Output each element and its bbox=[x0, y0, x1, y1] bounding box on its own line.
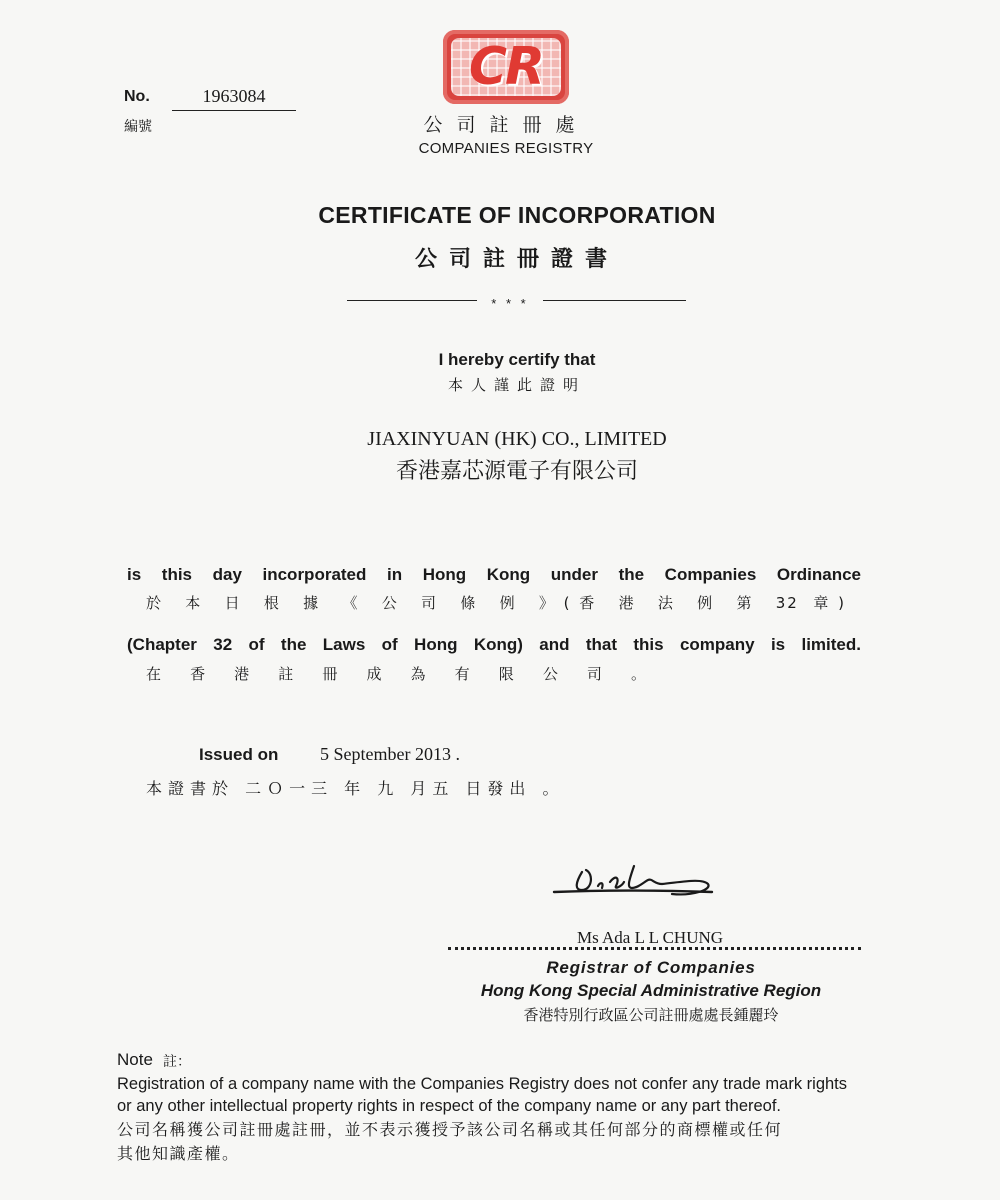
note-label-zh: 註： bbox=[163, 1054, 191, 1070]
incorporation-line-1: is this day incorporated in Hong Kong under the Companies Ordinance bbox=[127, 565, 861, 584]
issued-date: 5 September 2013 . bbox=[320, 744, 460, 764]
incorporation-line-1-zh: 於 本 日 根 據 《 公 司 條 例 》(香 港 法 例 第 32 章) bbox=[146, 594, 846, 612]
certify-statement: I hereby certify that bbox=[438, 350, 596, 369]
company-name-en: JIAXINYUAN (HK) CO., LIMITED bbox=[367, 428, 667, 450]
note-text-en-line-1: Registration of a company name with the Companies Registry does not confer any trade mark rights bbox=[117, 1075, 848, 1093]
registrar-region: Hong Kong Special Administrative Region bbox=[480, 981, 822, 1000]
issued-label: Issued on bbox=[199, 745, 279, 764]
registrar-title-zh: 香港特別行政區公司註冊處處長鍾麗玲 bbox=[523, 1006, 779, 1024]
divider-stars: * * * bbox=[491, 296, 529, 311]
certificate-title-zh: 公司註冊證書 bbox=[414, 247, 619, 272]
note-text-zh-line-1: 公司名稱獲公司註冊處註冊，並不表示獲授予該公司名稱或其任何部分的商標權或任何 bbox=[117, 1120, 783, 1139]
note-text-zh-line-2: 其他知識產權。 bbox=[117, 1144, 240, 1163]
registrar-signature bbox=[552, 852, 722, 908]
logo-text: CR bbox=[468, 37, 544, 97]
certify-statement-zh: 本人謹此證明 bbox=[447, 376, 586, 394]
note-text-en-line-2: or any other intellectual property rights in respect of the company name or any part thereof. bbox=[117, 1097, 782, 1115]
divider-left bbox=[347, 300, 477, 301]
certificate-number: 1963084 bbox=[172, 86, 296, 111]
registry-name-en: COMPANIES REGISTRY bbox=[418, 140, 594, 157]
divider-right bbox=[543, 300, 686, 301]
certificate-number-label: No. bbox=[124, 88, 150, 105]
company-name-zh: 香港嘉芯源電子有限公司 bbox=[395, 459, 638, 484]
note-label: Note bbox=[117, 1050, 153, 1069]
issued-date-zh: 本證書於 二Ｏ一三 年 九 月五 日發出 。 bbox=[146, 779, 565, 798]
incorporation-line-2: (Chapter 32 of the Laws of Hong Kong) and that this company is limited. bbox=[127, 635, 861, 654]
registrar-title: Registrar of Companies bbox=[546, 958, 756, 977]
companies-registry-logo bbox=[443, 30, 569, 104]
certificate-title: CERTIFICATE OF INCORPORATION bbox=[318, 202, 716, 228]
signer-name: Ms Ada L L CHUNG bbox=[576, 928, 724, 947]
certificate-number-label-zh: 編號 bbox=[124, 119, 152, 135]
incorporation-line-2-zh: 在 香 港 註 冊 成 為 有 限 公 司 。 bbox=[146, 665, 648, 683]
signature-dotted-line bbox=[448, 947, 861, 950]
registry-name-zh: 公司註冊處 bbox=[423, 114, 589, 136]
